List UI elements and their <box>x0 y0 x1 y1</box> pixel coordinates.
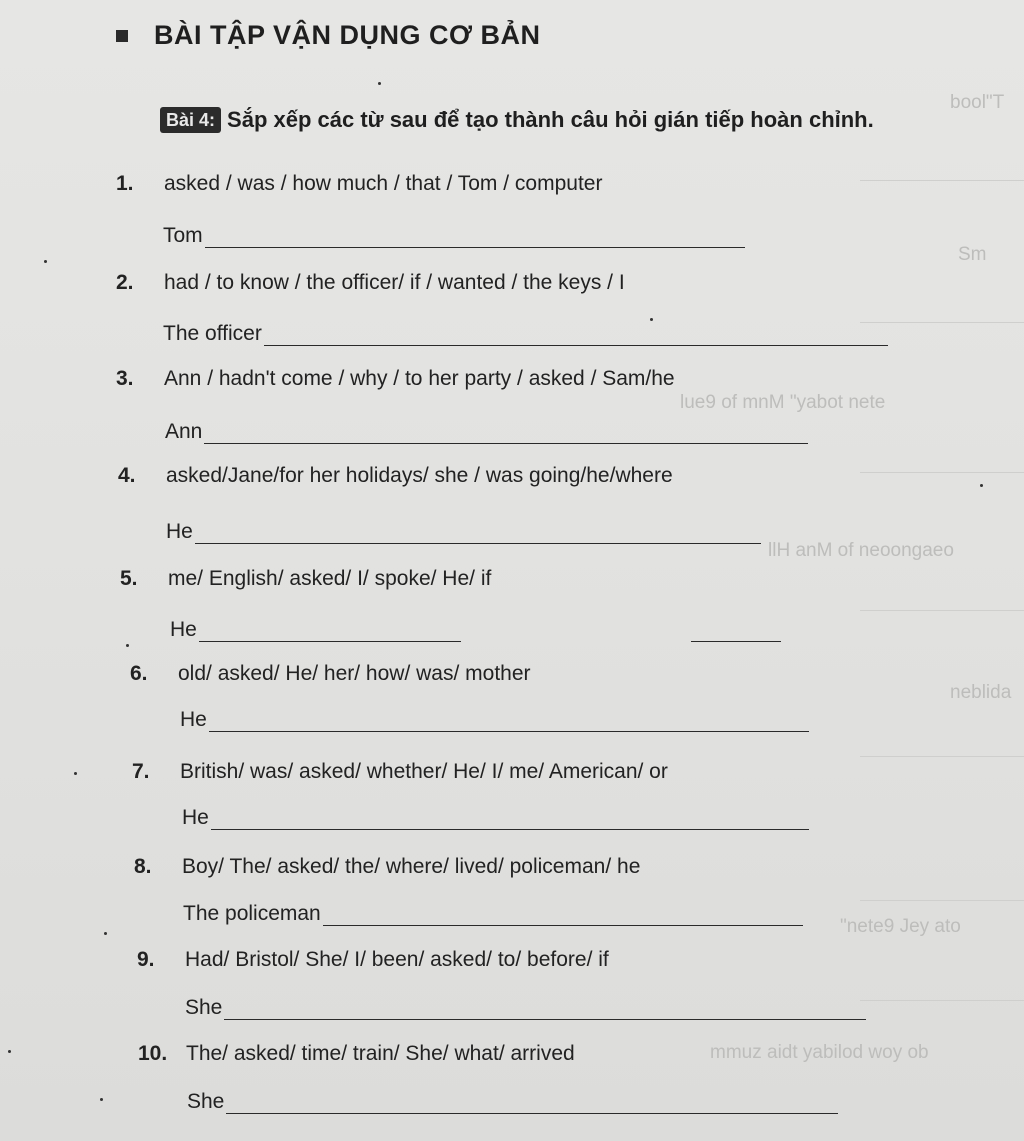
section-title-text: BÀI TẬP VẬN DỤNG CƠ BẢN <box>154 20 541 50</box>
answer-line-row <box>182 806 809 830</box>
exercise-item <box>134 855 640 879</box>
answer-line-row <box>165 420 808 444</box>
answer-blank[interactable] <box>209 715 809 732</box>
exercise-item <box>138 1042 575 1066</box>
item-number: 10. <box>138 1042 168 1065</box>
item-words: old/ asked/ He/ her/ how/ was/ mother <box>178 662 531 685</box>
paper-speck <box>650 318 653 321</box>
item-number: 8. <box>134 855 152 878</box>
item-words: Had/ Bristol/ She/ I/ been/ asked/ to/ before/ if <box>185 948 609 971</box>
answer-blank[interactable] <box>204 427 808 444</box>
bleed-through-text: mmuz aidt yabilod woy ob <box>710 1042 929 1063</box>
answer-start: He <box>180 708 207 731</box>
answer-start: She <box>185 996 223 1019</box>
item-number: 2. <box>116 271 134 294</box>
exercise-item <box>137 948 609 972</box>
task-header <box>160 107 874 133</box>
exercise-item <box>116 172 602 196</box>
answer-start: He <box>170 618 197 641</box>
bleed-through-text: Sm <box>958 244 987 265</box>
exercise-item <box>130 662 531 686</box>
exercise-item <box>118 464 673 488</box>
answer-blank[interactable] <box>211 813 809 830</box>
task-instruction: Sắp xếp các từ sau để tạo thành câu hỏi gián tiếp hoàn chỉnh. <box>227 107 874 132</box>
bleed-through-text: lue9 of mnM "yabot nete <box>680 392 886 413</box>
answer-line-row <box>180 708 809 732</box>
item-words: Ann / hadn't come / why / to her party / asked / Sam/he <box>164 367 675 390</box>
bleed-through-text: bool"T <box>950 92 1005 113</box>
item-words: The/ asked/ time/ train/ She/ what/ arrived <box>186 1042 575 1065</box>
item-words: Boy/ The/ asked/ the/ where/ lived/ policeman/ he <box>182 855 641 878</box>
exercise-item <box>116 271 625 295</box>
answer-blank[interactable] <box>195 527 761 544</box>
answer-start: He <box>166 520 193 543</box>
faint-rule <box>860 610 1024 611</box>
answer-start: Ann <box>165 420 203 443</box>
exercise-item <box>132 760 668 784</box>
answer-line-row <box>187 1090 838 1114</box>
answer-blank[interactable] <box>224 1003 866 1020</box>
answer-blank[interactable] <box>691 625 781 642</box>
exercise-item <box>116 367 675 391</box>
answer-start: She <box>187 1090 225 1113</box>
item-words: me/ English/ asked/ I/ spoke/ He/ if <box>168 567 492 590</box>
answer-blank[interactable] <box>264 329 888 346</box>
section-title <box>116 20 541 51</box>
exercise-item <box>120 567 491 591</box>
faint-rule <box>860 756 1024 757</box>
paper-speck <box>378 82 381 85</box>
bleed-through-text: neblida <box>950 682 1012 703</box>
answer-blank[interactable] <box>323 909 803 926</box>
item-number: 4. <box>118 464 136 487</box>
item-number: 9. <box>137 948 155 971</box>
item-number: 6. <box>130 662 148 685</box>
item-words: British/ was/ asked/ whether/ He/ I/ me/ American/ or <box>180 760 668 783</box>
square-bullet-icon <box>116 30 128 42</box>
faint-rule <box>860 180 1024 181</box>
paper-speck <box>74 772 77 775</box>
paper-speck <box>104 932 107 935</box>
answer-line-row <box>163 322 888 346</box>
answer-line-row <box>170 618 781 642</box>
faint-rule <box>860 1000 1024 1001</box>
faint-rule <box>860 472 1024 473</box>
answer-line-row <box>185 996 866 1020</box>
answer-start: The policeman <box>183 902 321 925</box>
answer-blank[interactable] <box>226 1097 838 1114</box>
item-words: asked/Jane/for her holidays/ she / was going/he/where <box>166 464 673 487</box>
item-number: 1. <box>116 172 134 195</box>
answer-blank[interactable] <box>199 625 461 642</box>
task-badge: Bài 4: <box>160 107 221 133</box>
bleed-through-text: "nete9 Jey ato <box>840 916 961 937</box>
faint-rule <box>860 900 1024 901</box>
answer-line-row <box>166 520 761 544</box>
answer-blank[interactable] <box>205 231 745 248</box>
item-words: asked / was / how much / that / Tom / computer <box>164 172 603 195</box>
answer-line-row <box>183 902 803 926</box>
paper-speck <box>100 1098 103 1101</box>
paper-speck <box>980 484 983 487</box>
paper-speck <box>8 1050 11 1053</box>
answer-line-row <box>163 224 745 248</box>
item-number: 3. <box>116 367 134 390</box>
answer-start: The officer <box>163 322 262 345</box>
answer-start: He <box>182 806 209 829</box>
item-number: 7. <box>132 760 150 783</box>
paper-speck <box>44 260 47 263</box>
item-number: 5. <box>120 567 138 590</box>
item-words: had / to know / the officer/ if / wanted / the keys / I <box>164 271 625 294</box>
answer-start: Tom <box>163 224 203 247</box>
bleed-through-text: llH anM of neoongaeo <box>768 540 954 561</box>
paper-speck <box>126 644 129 647</box>
